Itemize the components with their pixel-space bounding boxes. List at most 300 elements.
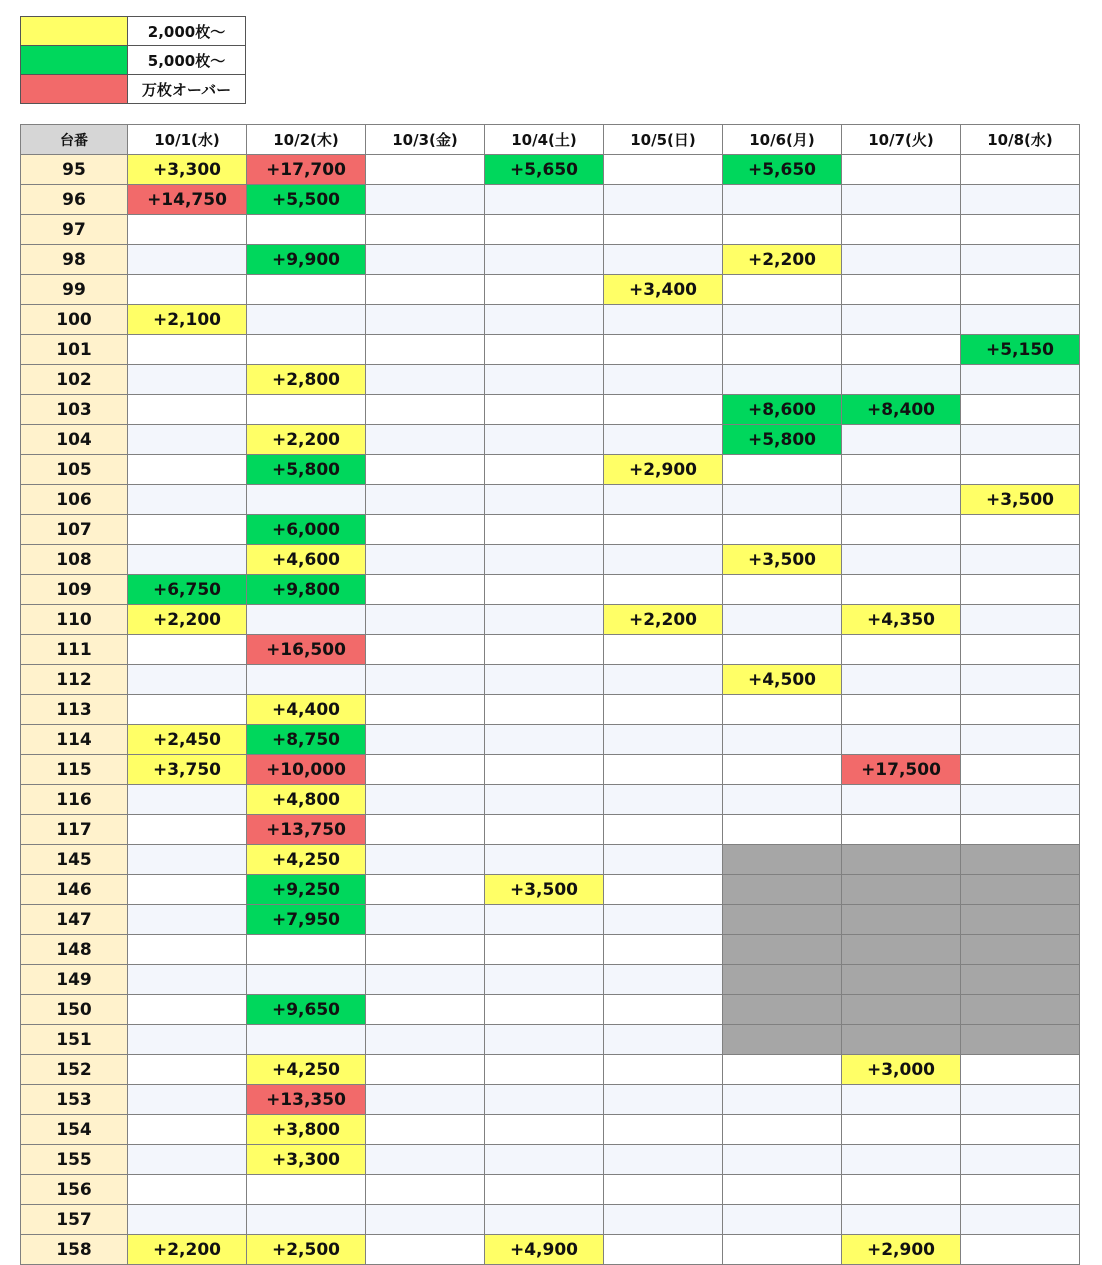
result-cell <box>723 515 842 545</box>
result-cell: +4,250 <box>247 845 366 875</box>
machine-number: 109 <box>21 575 128 605</box>
result-cell <box>485 455 604 485</box>
table-row <box>21 545 1080 575</box>
result-cell <box>128 935 247 965</box>
result-cell <box>366 305 485 335</box>
result-cell <box>366 215 485 245</box>
result-cell: +2,500 <box>247 1235 366 1265</box>
result-cell <box>128 1085 247 1115</box>
result-cell <box>961 545 1080 575</box>
table-row <box>21 215 1080 245</box>
date-header: 10/6(月) <box>723 125 842 155</box>
result-cell <box>604 545 723 575</box>
result-cell: +17,700 <box>247 155 366 185</box>
result-cell <box>485 545 604 575</box>
result-cell <box>485 1145 604 1175</box>
result-cell <box>604 725 723 755</box>
legend-label: 2,000枚～ <box>128 17 246 46</box>
machine-number: 95 <box>21 155 128 185</box>
table-row <box>21 1085 1080 1115</box>
result-cell <box>723 1235 842 1265</box>
machine-number: 103 <box>21 395 128 425</box>
result-cell <box>485 335 604 365</box>
result-cell: +2,800 <box>247 365 366 395</box>
unavailable-cell <box>723 845 842 875</box>
result-cell: +2,200 <box>247 425 366 455</box>
result-cell <box>604 815 723 845</box>
result-cell <box>128 545 247 575</box>
machine-number: 149 <box>21 965 128 995</box>
result-cell <box>961 515 1080 545</box>
unavailable-cell <box>842 965 961 995</box>
result-cell <box>128 365 247 395</box>
table-row <box>21 965 1080 995</box>
result-cell <box>485 785 604 815</box>
result-cell <box>128 1025 247 1055</box>
result-cell <box>842 155 961 185</box>
date-header: 10/8(水) <box>961 125 1080 155</box>
result-cell <box>485 635 604 665</box>
machine-number: 116 <box>21 785 128 815</box>
result-cell: +7,950 <box>247 905 366 935</box>
result-cell <box>366 575 485 605</box>
result-cell <box>961 665 1080 695</box>
result-cell <box>485 815 604 845</box>
result-cell <box>366 995 485 1025</box>
result-cell <box>485 485 604 515</box>
table-row <box>21 485 1080 515</box>
unavailable-cell <box>842 875 961 905</box>
result-cell <box>842 455 961 485</box>
machine-number: 148 <box>21 935 128 965</box>
result-cell <box>128 335 247 365</box>
result-cell <box>961 215 1080 245</box>
unavailable-cell <box>723 995 842 1025</box>
result-cell <box>723 305 842 335</box>
result-cell <box>604 635 723 665</box>
result-cell <box>604 155 723 185</box>
result-cell <box>961 725 1080 755</box>
result-cell: +4,500 <box>723 665 842 695</box>
result-cell <box>366 845 485 875</box>
result-cell <box>366 1175 485 1205</box>
result-cell <box>723 755 842 785</box>
date-header: 10/2(木) <box>247 125 366 155</box>
result-cell <box>604 365 723 395</box>
result-cell <box>842 635 961 665</box>
table-row <box>21 845 1080 875</box>
result-cell <box>485 215 604 245</box>
date-header: 10/1(水) <box>128 125 247 155</box>
result-cell: +3,800 <box>247 1115 366 1145</box>
result-cell <box>842 1145 961 1175</box>
result-cell <box>485 395 604 425</box>
unavailable-cell <box>723 935 842 965</box>
result-cell <box>366 1115 485 1145</box>
result-cell <box>247 605 366 635</box>
result-cell <box>128 905 247 935</box>
result-cell <box>366 1085 485 1115</box>
result-cell <box>961 785 1080 815</box>
table-body <box>21 155 1080 1265</box>
result-cell <box>961 575 1080 605</box>
result-cell <box>842 1085 961 1115</box>
result-cell <box>961 245 1080 275</box>
result-cell <box>604 1175 723 1205</box>
result-cell <box>842 1205 961 1235</box>
result-cell <box>961 1175 1080 1205</box>
table-row <box>21 425 1080 455</box>
unavailable-cell <box>723 875 842 905</box>
table-row <box>21 725 1080 755</box>
table-row <box>21 815 1080 845</box>
result-cell <box>961 1085 1080 1115</box>
result-cell <box>842 365 961 395</box>
result-cell <box>247 305 366 335</box>
result-cell: +8,600 <box>723 395 842 425</box>
result-cell <box>723 725 842 755</box>
unavailable-cell <box>842 905 961 935</box>
result-cell: +2,200 <box>128 605 247 635</box>
result-cell <box>366 635 485 665</box>
result-cell <box>723 275 842 305</box>
result-cell <box>366 965 485 995</box>
unavailable-cell <box>842 845 961 875</box>
result-cell <box>247 1205 366 1235</box>
result-cell <box>366 275 485 305</box>
result-cell <box>842 185 961 215</box>
date-header: 10/7(火) <box>842 125 961 155</box>
result-cell <box>366 725 485 755</box>
table-row <box>21 635 1080 665</box>
result-cell: +3,750 <box>128 755 247 785</box>
result-cell: +5,800 <box>247 455 366 485</box>
result-cell: +4,900 <box>485 1235 604 1265</box>
machine-number: 146 <box>21 875 128 905</box>
result-cell <box>961 1115 1080 1145</box>
table-row <box>21 185 1080 215</box>
result-cell <box>604 425 723 455</box>
result-cell <box>366 905 485 935</box>
result-cell <box>842 515 961 545</box>
result-cell: +5,800 <box>723 425 842 455</box>
machine-number: 113 <box>21 695 128 725</box>
result-cell <box>366 1145 485 1175</box>
unavailable-cell <box>961 935 1080 965</box>
result-cell <box>247 965 366 995</box>
table-row <box>21 995 1080 1025</box>
result-cell <box>128 485 247 515</box>
result-cell <box>723 695 842 725</box>
result-cell <box>128 635 247 665</box>
result-cell <box>604 845 723 875</box>
unavailable-cell <box>842 995 961 1025</box>
machine-number: 110 <box>21 605 128 635</box>
result-cell <box>961 185 1080 215</box>
result-cell: +9,650 <box>247 995 366 1025</box>
result-cell <box>842 545 961 575</box>
result-cell: +6,000 <box>247 515 366 545</box>
results-table <box>20 124 1080 1265</box>
result-cell <box>485 275 604 305</box>
result-cell <box>604 905 723 935</box>
table-row <box>21 365 1080 395</box>
result-cell <box>842 725 961 755</box>
legend-swatch <box>21 17 128 46</box>
result-cell <box>485 665 604 695</box>
result-cell <box>842 485 961 515</box>
result-cell: +2,900 <box>842 1235 961 1265</box>
result-cell <box>247 275 366 305</box>
result-cell <box>128 275 247 305</box>
result-cell <box>604 935 723 965</box>
result-cell <box>366 815 485 845</box>
result-cell: +4,250 <box>247 1055 366 1085</box>
table-row <box>21 1235 1080 1265</box>
result-cell <box>604 215 723 245</box>
result-cell <box>604 245 723 275</box>
result-cell <box>485 1205 604 1235</box>
result-cell <box>842 335 961 365</box>
date-header: 10/4(土) <box>485 125 604 155</box>
result-cell: +2,200 <box>128 1235 247 1265</box>
result-cell <box>128 785 247 815</box>
result-cell <box>604 1235 723 1265</box>
result-cell <box>366 665 485 695</box>
machine-number: 114 <box>21 725 128 755</box>
result-cell: +2,200 <box>723 245 842 275</box>
machine-number: 111 <box>21 635 128 665</box>
result-cell <box>485 245 604 275</box>
result-cell <box>366 875 485 905</box>
result-cell <box>604 875 723 905</box>
result-cell: +2,200 <box>604 605 723 635</box>
table-row <box>21 155 1080 185</box>
legend <box>20 16 246 104</box>
table-row <box>21 1115 1080 1145</box>
result-cell: +3,400 <box>604 275 723 305</box>
result-cell <box>961 1205 1080 1235</box>
result-cell <box>366 155 485 185</box>
result-cell: +3,500 <box>485 875 604 905</box>
table-row <box>21 245 1080 275</box>
table-row <box>21 575 1080 605</box>
result-cell <box>128 425 247 455</box>
result-cell <box>366 1235 485 1265</box>
result-cell: +9,250 <box>247 875 366 905</box>
unavailable-cell <box>842 935 961 965</box>
machine-number: 102 <box>21 365 128 395</box>
result-cell <box>485 1175 604 1205</box>
machine-number: 97 <box>21 215 128 245</box>
result-cell <box>128 1145 247 1175</box>
result-cell <box>247 335 366 365</box>
result-cell <box>604 515 723 545</box>
result-cell <box>247 935 366 965</box>
unavailable-cell <box>842 1025 961 1055</box>
legend-swatch <box>21 46 128 75</box>
result-cell <box>961 155 1080 185</box>
table-row <box>21 1175 1080 1205</box>
legend-label: 5,000枚～ <box>128 46 246 75</box>
machine-number: 99 <box>21 275 128 305</box>
result-cell <box>604 305 723 335</box>
result-cell <box>128 1055 247 1085</box>
result-cell <box>485 1025 604 1055</box>
result-cell <box>842 305 961 335</box>
machine-number: 100 <box>21 305 128 335</box>
table-row <box>21 1055 1080 1085</box>
machine-number: 147 <box>21 905 128 935</box>
result-cell <box>366 785 485 815</box>
result-cell <box>128 245 247 275</box>
date-header: 10/3(金) <box>366 125 485 155</box>
result-cell: +6,750 <box>128 575 247 605</box>
result-cell: +2,900 <box>604 455 723 485</box>
table-row <box>21 1145 1080 1175</box>
result-cell <box>128 455 247 485</box>
result-cell <box>604 995 723 1025</box>
result-cell <box>485 695 604 725</box>
table-row <box>21 935 1080 965</box>
result-cell <box>723 815 842 845</box>
result-cell <box>723 635 842 665</box>
result-cell <box>723 215 842 245</box>
result-cell <box>604 1085 723 1115</box>
table-row <box>21 515 1080 545</box>
unavailable-cell <box>961 875 1080 905</box>
result-cell: +3,300 <box>128 155 247 185</box>
result-cell <box>723 1055 842 1085</box>
legend-row <box>21 17 246 46</box>
result-cell <box>723 185 842 215</box>
result-cell <box>604 185 723 215</box>
table-row <box>21 305 1080 335</box>
result-cell <box>842 1115 961 1145</box>
machine-number: 152 <box>21 1055 128 1085</box>
result-cell: +2,450 <box>128 725 247 755</box>
header-row <box>21 125 1080 155</box>
result-cell <box>485 965 604 995</box>
legend-row <box>21 46 246 75</box>
result-cell <box>961 395 1080 425</box>
result-cell <box>247 1025 366 1055</box>
result-cell <box>723 575 842 605</box>
result-cell: +5,650 <box>485 155 604 185</box>
result-cell <box>366 755 485 785</box>
result-cell <box>961 695 1080 725</box>
result-cell <box>366 935 485 965</box>
result-cell <box>842 425 961 455</box>
machine-number: 155 <box>21 1145 128 1175</box>
machine-number: 108 <box>21 545 128 575</box>
machine-number: 107 <box>21 515 128 545</box>
result-cell <box>842 815 961 845</box>
result-cell <box>723 485 842 515</box>
result-cell <box>485 425 604 455</box>
machine-number: 158 <box>21 1235 128 1265</box>
result-cell <box>366 365 485 395</box>
result-cell <box>723 365 842 395</box>
result-cell <box>961 1055 1080 1085</box>
result-cell <box>604 395 723 425</box>
result-cell: +2,100 <box>128 305 247 335</box>
legend-label: 万枚オーバー <box>128 75 246 104</box>
result-cell <box>723 1145 842 1175</box>
machine-number: 104 <box>21 425 128 455</box>
result-cell <box>723 785 842 815</box>
result-cell <box>247 485 366 515</box>
result-cell <box>604 695 723 725</box>
result-cell: +10,000 <box>247 755 366 785</box>
result-cell <box>485 1055 604 1085</box>
result-cell <box>366 515 485 545</box>
result-cell <box>961 1145 1080 1175</box>
machine-number: 96 <box>21 185 128 215</box>
result-cell: +5,150 <box>961 335 1080 365</box>
result-cell <box>842 785 961 815</box>
machine-number: 153 <box>21 1085 128 1115</box>
result-cell <box>604 665 723 695</box>
table-row <box>21 875 1080 905</box>
machine-number: 154 <box>21 1115 128 1145</box>
result-cell <box>485 905 604 935</box>
machine-number: 98 <box>21 245 128 275</box>
result-cell <box>961 755 1080 785</box>
result-cell <box>247 665 366 695</box>
result-cell: +4,800 <box>247 785 366 815</box>
result-cell: +3,500 <box>723 545 842 575</box>
result-cell: +5,650 <box>723 155 842 185</box>
result-cell <box>485 515 604 545</box>
result-cell <box>485 935 604 965</box>
result-cell <box>604 785 723 815</box>
result-cell <box>366 1205 485 1235</box>
result-cell <box>366 245 485 275</box>
unavailable-cell <box>961 905 1080 935</box>
result-cell <box>961 365 1080 395</box>
result-cell: +16,500 <box>247 635 366 665</box>
machine-number: 112 <box>21 665 128 695</box>
result-cell <box>485 725 604 755</box>
result-cell <box>604 575 723 605</box>
result-cell: +8,400 <box>842 395 961 425</box>
result-cell <box>842 215 961 245</box>
result-cell <box>961 275 1080 305</box>
unavailable-cell <box>961 995 1080 1025</box>
result-cell: +4,350 <box>842 605 961 635</box>
result-cell <box>485 1085 604 1115</box>
result-cell <box>961 605 1080 635</box>
result-cell <box>604 755 723 785</box>
result-cell <box>247 215 366 245</box>
result-cell: +13,350 <box>247 1085 366 1115</box>
table-row <box>21 785 1080 815</box>
result-cell <box>366 1055 485 1085</box>
result-cell <box>723 335 842 365</box>
date-header: 10/5(日) <box>604 125 723 155</box>
machine-number: 101 <box>21 335 128 365</box>
result-cell: +3,300 <box>247 1145 366 1175</box>
machine-number-header: 台番 <box>21 125 128 155</box>
result-cell: +4,600 <box>247 545 366 575</box>
machine-number: 157 <box>21 1205 128 1235</box>
result-cell <box>842 665 961 695</box>
table-row <box>21 605 1080 635</box>
result-cell <box>842 1175 961 1205</box>
result-cell: +13,750 <box>247 815 366 845</box>
result-cell: +8,750 <box>247 725 366 755</box>
